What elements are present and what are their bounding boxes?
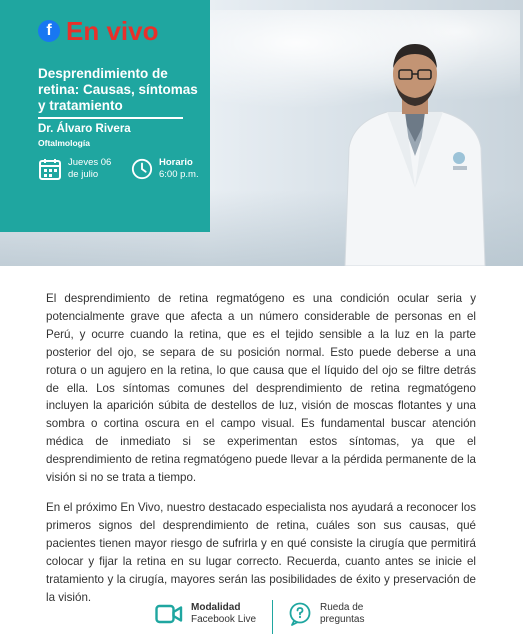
modality-text: Modalidad Facebook Live [191,602,257,625]
article-paragraph-1: El desprendimiento de retina regmatógeno es una condición ocular seria y potencialmente grave que afecta a un número considerable de personas en el Perú, y ocurre cuando la retina, que es el tejido sensible a la luz en la parte posterior del ojo, se separa de su posición normal. Esto puede deberse a una rotura o un agujero en la retina, lo que causa que el líquido del ojo se filtre detrás de ella. Los síntomas comunes del desprendimiento de retina regmatógeno incluyen la aparición súbita de destellos de luz, visión de moscas flotantes y una sombra o cortina oscura en el campo visual. Es fundamental buscar atención médica de inmediato si se experimentan estos síntomas, ya que el desprendimiento de retina regmatógeno puede llevar a la pérdida permanente de la visión si no se trata a tiempo. [46,292,476,485]
date-text: Jueves 06 de julio [68,157,112,180]
doctor-name: Dr. Álvaro Rivera [38,123,131,135]
event-banner [0,0,523,266]
clock-icon [131,158,153,180]
footer-divider [272,600,273,634]
modality-item [155,602,256,626]
title-divider [38,117,183,119]
live-header [38,18,158,44]
article-body [46,290,476,618]
facebook-icon: f [38,20,60,42]
event-footer [0,596,523,640]
calendar-icon [38,157,62,181]
event-date [38,157,111,181]
event-title: Desprendimiento de retina: Causas, síntomas y tratamiento [38,66,198,113]
video-camera-icon [155,603,183,625]
doctor-photo [335,38,495,266]
live-label: En vivo [66,16,159,46]
doctor-specialty: Oftalmología [38,138,90,148]
event-time [131,157,199,181]
qa-item [288,602,364,626]
article-paragraph-2: En el próximo En Vivo, nuestro destacado especialista nos ayudará a reconocer los primeros signos del desprendimiento de retina, cuáles son sus causas, qué pacientes tienen mayor riesgo de sufrirla y en qué consiste la cirugía que permitirá colocar y fijar la retina en su lugar correcto. Recuerda, cuanto antes se inicie el tratamiento y la cirugía, mayores serán las posibilidades de éxito y preservación de la visión. [46,500,476,604]
event-info-panel [0,0,210,232]
qa-text: Rueda de preguntas [320,602,365,625]
question-chat-icon [288,602,312,626]
time-text: Horario 6:00 p.m. [159,157,199,180]
